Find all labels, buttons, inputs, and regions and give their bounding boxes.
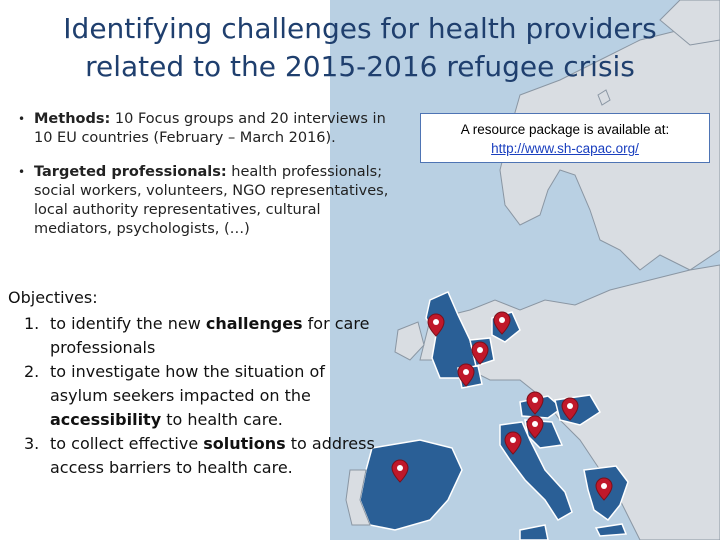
objective-text-end: to health care. — [161, 410, 283, 429]
page-title — [10, 10, 710, 86]
resource-box — [420, 113, 710, 163]
bullet-list — [18, 110, 390, 254]
bullet-methods — [18, 110, 390, 148]
title-line-1: Identifying challenges for health providers — [63, 12, 657, 45]
bullet-dot: • — [18, 165, 26, 179]
objective-text-end: to address access barriers to health care. — [50, 434, 375, 477]
objective-number: 1. — [24, 314, 40, 333]
objective-number: 3. — [24, 434, 40, 453]
bullet-professionals-label: Targeted professionals: — [34, 164, 227, 180]
objectives-list — [8, 312, 383, 480]
bullet-dot: • — [18, 112, 26, 126]
title-line-2: related to the 2015-2016 refugee crisis — [85, 50, 635, 83]
objective-number: 2. — [24, 362, 40, 381]
bullet-professionals-text: health professionals; social workers, volunteers, NGO representatives, local authority representatives, cultural mediators, psychologists, (…) — [34, 164, 389, 237]
objective-keyword: solutions — [203, 434, 286, 453]
objective-item — [8, 312, 383, 360]
objective-text: to investigate how the situation of asylum seekers impacted on the — [50, 362, 325, 405]
objective-text: to collect effective — [50, 434, 204, 453]
objective-text: to identify the new — [50, 314, 206, 333]
objectives-section — [8, 286, 383, 480]
objective-item — [8, 432, 383, 480]
bullet-professionals — [18, 163, 390, 239]
objective-text-end: for care professionals — [50, 314, 370, 357]
resource-link[interactable]: http://www.sh-capac.org/ — [491, 141, 639, 156]
objective-item — [8, 360, 383, 432]
objective-keyword: accessibility — [50, 410, 162, 429]
resource-text: A resource package is available at: — [460, 122, 670, 137]
objective-keyword: challenges — [205, 314, 303, 333]
bullet-methods-label: Methods: — [34, 111, 111, 127]
objectives-heading: Objectives: — [8, 288, 98, 307]
bullet-methods-text: 10 Focus groups and 20 interviews in 10 EU countries (February – March 2016). — [34, 111, 386, 146]
